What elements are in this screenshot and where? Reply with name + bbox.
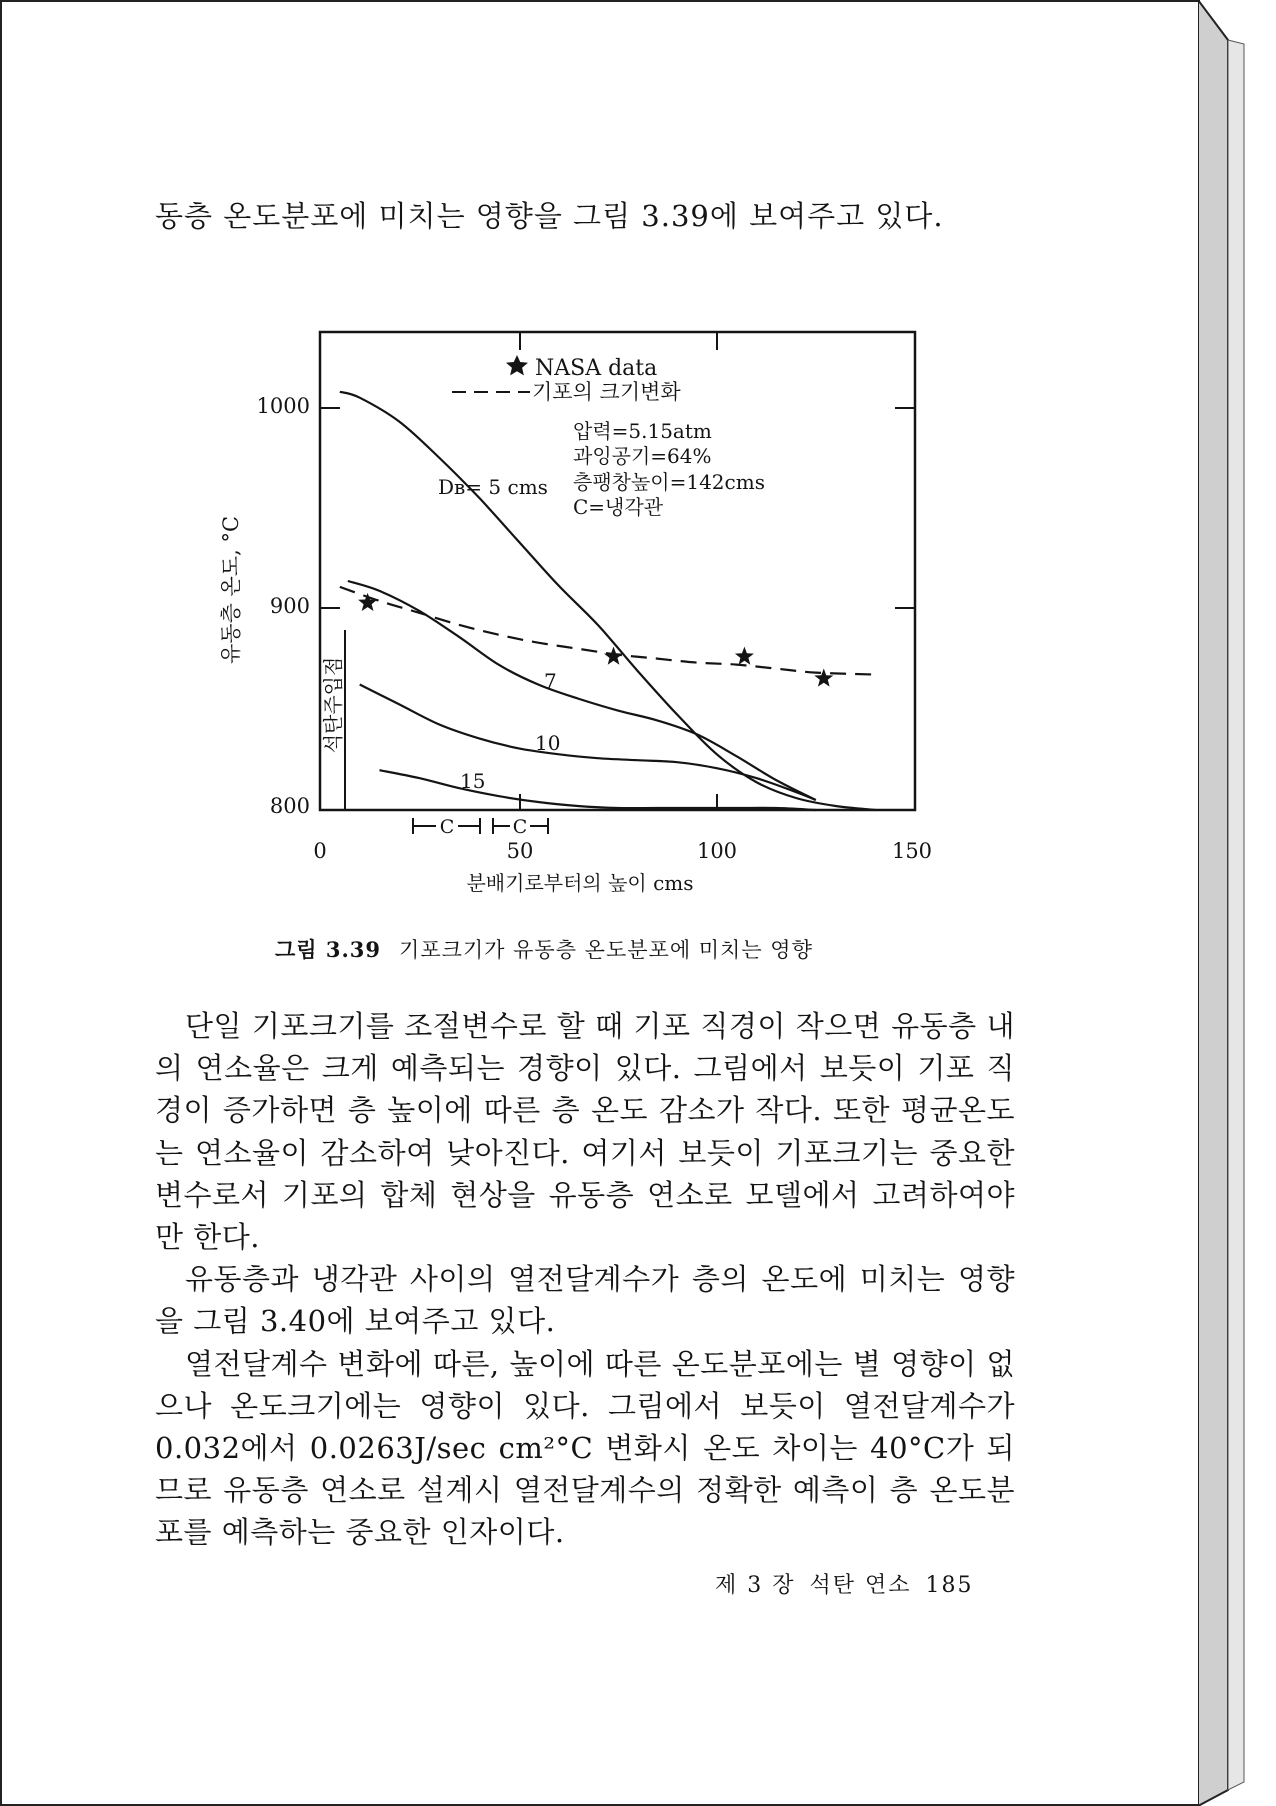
curve-label-5: Dʙ= 5 cms xyxy=(438,475,548,499)
intro-line: 동층 온도분포에 미치는 영향을 그림 3.39에 보여주고 있다. xyxy=(155,199,944,233)
y-axis-label: 유동층 온도, °C xyxy=(219,515,243,665)
x-tick-50: 50 xyxy=(506,839,534,863)
y-tick-900: 900 xyxy=(269,594,310,618)
figure-caption xyxy=(275,935,813,965)
legend-dashed xyxy=(452,380,681,404)
x-tick-100: 100 xyxy=(696,839,738,863)
condition-cooling-tube: C=냉각관 xyxy=(573,495,664,519)
bubble-size-dashed-line xyxy=(340,587,876,675)
footer-chapter: 제 3 장 xyxy=(715,1573,796,1598)
nasa-star-point-3 xyxy=(735,647,754,665)
paragraph-1: 단일 기포크기를 조절변수로 할 때 기포 직경이 작으면 유동층 내의 연소율은 크게 예측되는 경향이 있다. 그림에서 보듯이 기포 직경이 증가하면 층 높이에 따른 층 온도 감소가 작다. 또한 평균온도는 연소율이 감소하여 낮아진다. 여기서 보듯이 기포크기는 중요한 변수로서 기포의 합체 현상을 유동층 연소로 모델에서 고려하여야만 한다. xyxy=(155,1009,1015,1255)
legend-nasa xyxy=(506,355,657,381)
x-tick-0: 0 xyxy=(313,839,327,863)
temperature-curve-2 xyxy=(348,581,816,800)
page-footer xyxy=(715,1568,988,1599)
condition-bed-height: 층팽창높이=142cms xyxy=(573,470,765,494)
y-tick-1000: 1000 xyxy=(256,394,310,418)
caption-text: 기포크기가 유동층 온도분포에 미치는 영향 xyxy=(399,938,813,962)
x-axis-label: 분배기로부터의 높이 cms xyxy=(466,871,694,895)
condition-excess-air: 과잉공기=64% xyxy=(573,444,712,468)
condition-pressure: 압력=5.15atm xyxy=(573,419,712,443)
conditions-block xyxy=(573,419,765,519)
body-text xyxy=(155,1005,1015,1554)
coal-feed-label: 석탄주입점 xyxy=(321,656,345,754)
page-number: 185 xyxy=(925,1573,974,1598)
y-tick-800: 800 xyxy=(269,794,310,818)
paragraph-2: 유동층과 냉각관 사이의 열전달계수가 층의 온도에 미치는 영향을 그림 3.40에 보여주고 있다. xyxy=(155,1262,1015,1339)
footer-title: 석탄 연소 xyxy=(809,1573,912,1598)
curve-label-7: 7 xyxy=(544,669,557,693)
nasa-star-point-4 xyxy=(814,669,833,687)
legend-star-icon xyxy=(506,355,528,375)
legend-dashed-label: 기포의 크기변화 xyxy=(532,380,681,404)
legend-nasa-label: NASA data xyxy=(535,356,658,381)
curve-label-15: 15 xyxy=(460,769,486,793)
coal-feed-marker xyxy=(321,630,345,810)
paragraph-3: 열전달계수 변화에 따른, 높이에 따른 온도분포에는 별 영향이 없으나 온도크기에는 영향이 있다. 그림에서 보듯이 열전달계수가 0.032에서 0.0263J/sec cm²°C 변화시 온도 차이는 40°C가 되므로 유동층 연소로 설계시 열전달계수의 정확한 예측이 층 온도분포를 예측하는 중요한 인자이다. xyxy=(155,1346,1015,1550)
nasa-star-point-1 xyxy=(358,593,377,611)
cooling-tube-label-1: C xyxy=(439,816,455,838)
caption-number: 그림 3.39 xyxy=(275,937,382,962)
curve-label-10: 10 xyxy=(535,731,561,755)
cooling-tube-label-2: C xyxy=(512,816,528,838)
cooling-tube-brackets xyxy=(413,818,548,834)
x-tick-150: 150 xyxy=(891,839,933,863)
